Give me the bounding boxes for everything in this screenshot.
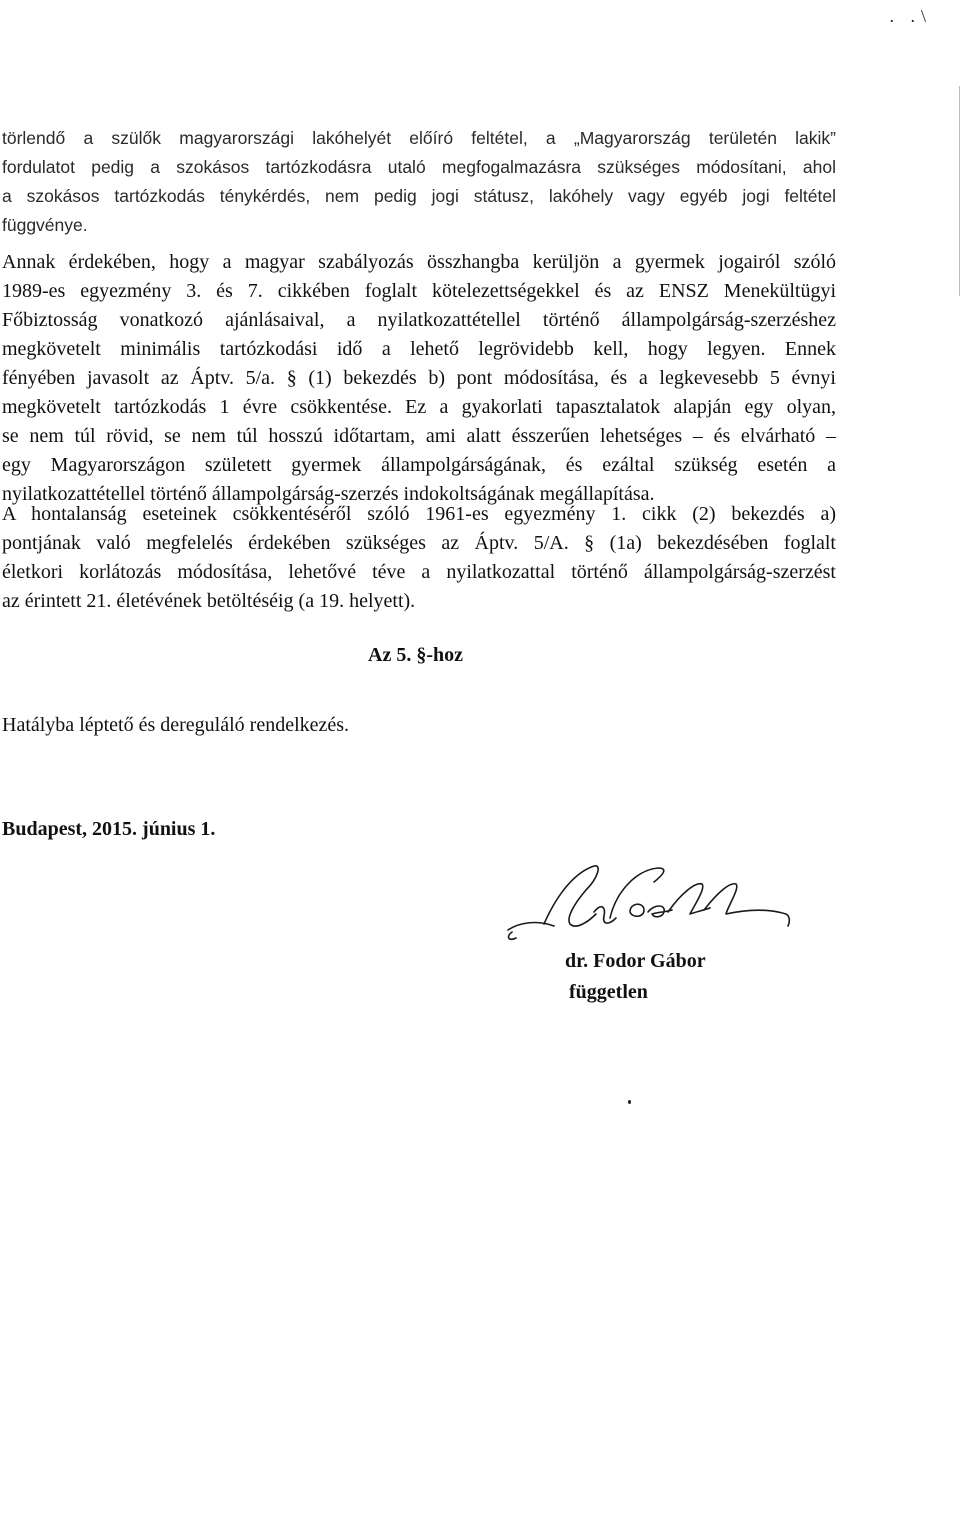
text-line: fordulatot pedig a szokásos tartózkodásra utaló megfogalmazásra szükséges módosítani, ahol <box>2 157 836 177</box>
section-heading: Az 5. §-hoz <box>368 644 463 666</box>
signer-name: dr. Fodor Gábor <box>565 950 706 972</box>
handwritten-signature <box>498 852 798 952</box>
text-line: megkövetelt tartózkodás 1 évre csökkentése. Ez a gyakorlati tapasztalatok alapján egy olyan, <box>2 396 836 418</box>
section-body: Hatályba léptető és deregulál​ó rendelkezés. <box>2 714 350 736</box>
text-line: 1989-es egyezmény 3. és 7. cikkében foglalt kötelezettségekkel és az ENSZ Menekültügyi <box>2 280 836 302</box>
paragraph-residence-condition <box>2 124 836 240</box>
paragraph-child-rights-convention <box>2 248 836 509</box>
text-line: Annak érdekében, hogy a magyar szabályozás összhangba kerüljön a gyermek jogairól szóló <box>2 251 836 273</box>
text-line: A hontalanság eseteinek csökkentéséről szóló 1961-es egyezmény 1. cikk (2) bekezdés a) <box>2 503 836 525</box>
text-line: pontjának való megfelelés érdekében szükséges az Áptv. 5/A. § (1a) bekezdésében foglalt <box>2 532 836 554</box>
text-line: nyilatkozattétellel történő állampolgárság-szerzés indokoltságának megállapítása. <box>2 483 655 505</box>
corner-marks: . .\ <box>889 6 932 26</box>
text-line: egy Magyarországon született gyermek állampolgárságának, és ezáltal szükség esetén a <box>2 454 836 476</box>
text-line: fényében javasolt az Áptv. 5/a. § (1) bekezdés b) pont módosítása, és a legkevesebb 5 évnyi <box>2 367 836 389</box>
place-and-date: Budapest, 2015. június 1. <box>2 818 216 840</box>
text-line: törlendő a szülők magyarországi lakóhelyét előíró feltétel, a „Magyarország területén lakik” <box>2 128 836 148</box>
text-line: Főbiztosság vonatkozó ajánlásaival, a nyilatkozattétellel történő állampolgárság-szerzéshez <box>2 309 836 331</box>
text-line: életkori korlátozás módosítása, lehetővé téve a nyilatkozattal történő állampolgárság-szerzést <box>2 561 836 583</box>
scan-speck <box>628 1100 631 1104</box>
text-line: az érintett 21. életévének betöltéséig (a 19. helyett). <box>2 590 416 612</box>
text-line: függvénye. <box>2 215 88 235</box>
text-line: megkövetelt minimális tartózkodási idő a lehető legrövidebb kell, hogy legyen. Ennek <box>2 338 836 360</box>
paragraph-statelessness-convention <box>2 500 836 616</box>
text-line: se nem túl rövid, se nem túl hosszú időtartam, ami alatt ésszerűen lehetséges – és elvárható – <box>2 425 836 447</box>
text-line: a szokásos tartózkodás ténykérdés, nem pedig jogi státusz, lakóhely vagy egyéb jogi feltétel <box>2 186 836 206</box>
signer-role: független <box>569 981 648 1003</box>
